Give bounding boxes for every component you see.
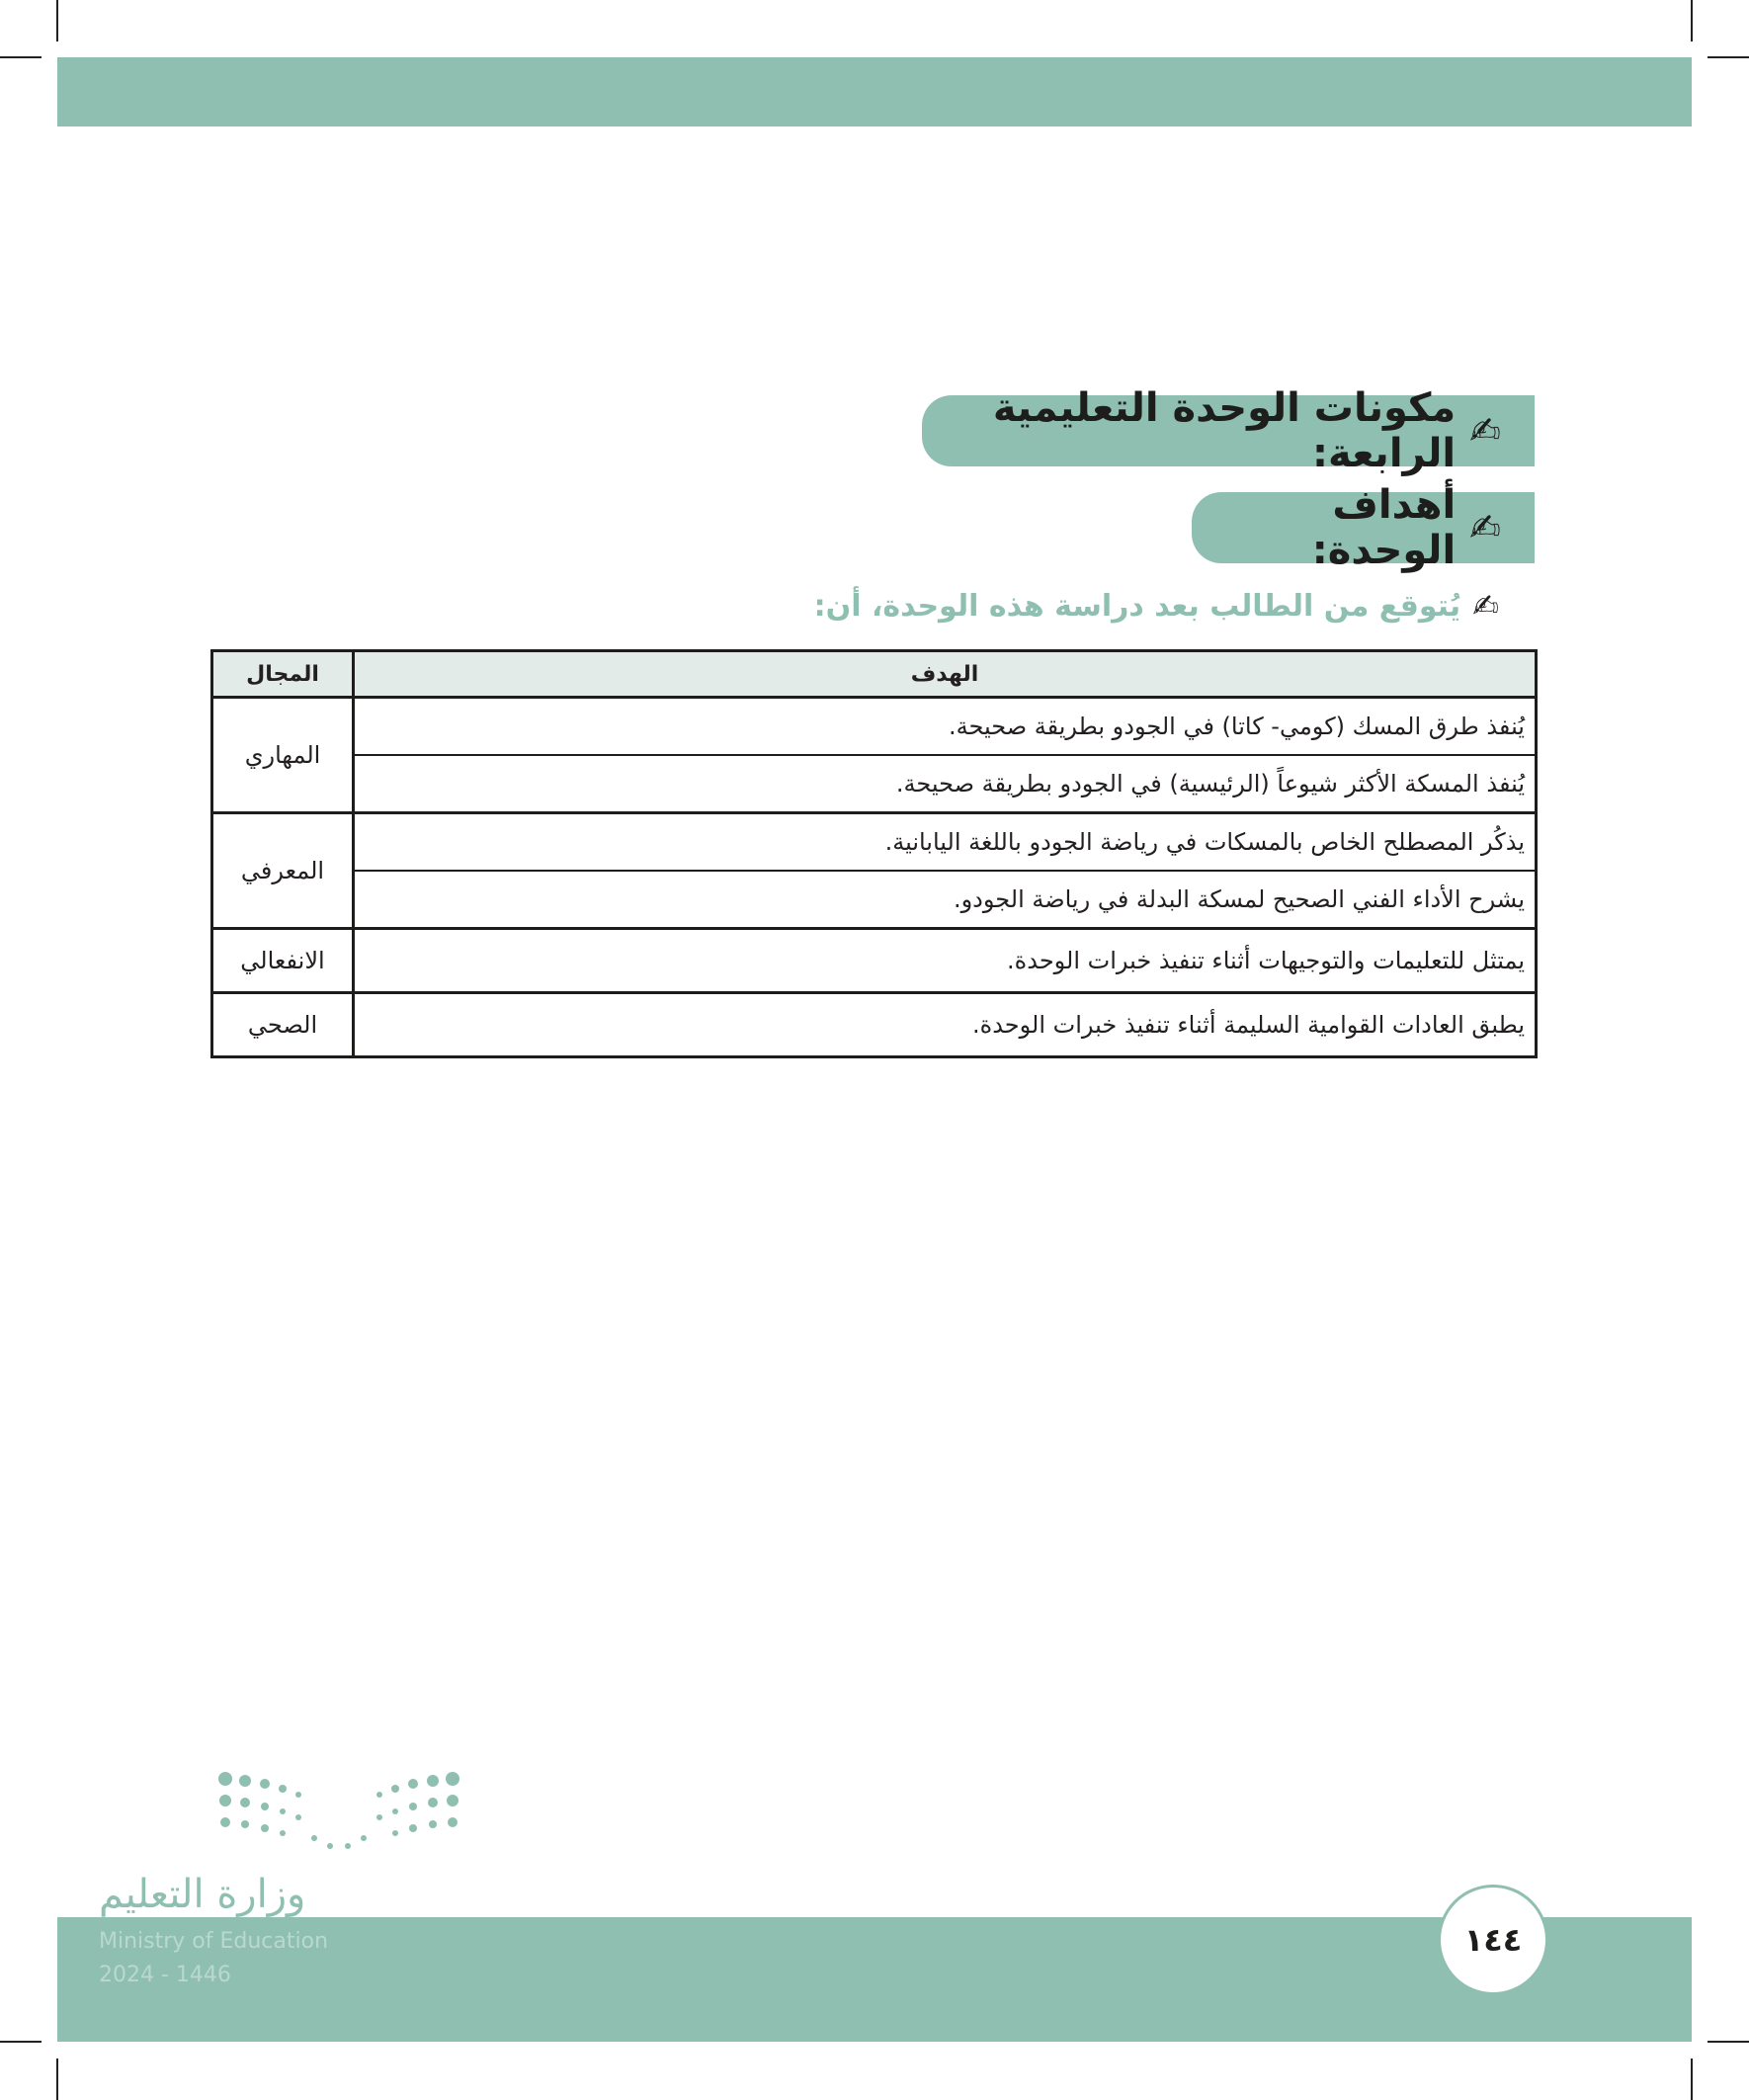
goal-cell: يمتثل للتعليمات والتوجيهات أثناء تنفيذ خبرات الوحدة. xyxy=(354,929,1537,993)
domain-cell-health: الصحي xyxy=(212,993,354,1057)
table-row xyxy=(212,929,1537,993)
pen-icon: ✍ xyxy=(1469,506,1501,549)
domain-cell-skill: المهاري xyxy=(212,698,354,813)
crop-mark xyxy=(0,56,42,58)
table-header-row xyxy=(212,651,1537,698)
crop-mark xyxy=(1691,0,1693,42)
table-row xyxy=(212,698,1537,756)
crop-mark xyxy=(0,2041,42,2043)
domain-cell-cognitive: المعرفي xyxy=(212,813,354,929)
pen-icon: ✍ xyxy=(1472,587,1499,625)
goal-cell: يشرح الأداء الفني الصحيح لمسكة البدلة في رياضة الجودو. xyxy=(354,871,1537,929)
unit-goals-title: أهداف الوحدة: xyxy=(1311,482,1457,573)
goal-cell: يطبق العادات القوامية السليمة أثناء تنفيذ خبرات الوحدة. xyxy=(354,993,1537,1057)
unit-components-heading xyxy=(922,385,1535,476)
intro-line xyxy=(814,581,1499,630)
crop-mark xyxy=(56,2058,58,2100)
ministry-logo xyxy=(95,1769,451,2006)
goals-table xyxy=(210,649,1538,1058)
unit-goals-heading xyxy=(1192,482,1535,573)
unit-components-title: مكونات الوحدة التعليمية الرابعة: xyxy=(992,385,1457,476)
crop-mark xyxy=(1707,2041,1749,2043)
goal-cell: يذكُر المصطلح الخاص بالمسكات في رياضة الجودو باللغة اليابانية. xyxy=(354,813,1537,872)
top-header-band xyxy=(57,57,1692,126)
domain-cell-affective: الانفعالي xyxy=(212,929,354,993)
logo-dots-icon xyxy=(215,1769,462,1858)
table-row xyxy=(212,993,1537,1057)
table-row xyxy=(212,813,1537,872)
intro-text: يُتوقع من الطالب بعد دراسة هذه الوحدة، أن: xyxy=(813,588,1461,624)
crop-mark xyxy=(1707,56,1749,58)
goal-column-header: الهدف xyxy=(354,651,1537,698)
goal-cell: يُنفذ طرق المسك (كومي- كاتا) في الجودو بطريقة صحيحة. xyxy=(354,698,1537,756)
pen-icon: ✍ xyxy=(1469,409,1501,453)
logo-year: 2024 - 1446 xyxy=(99,1963,231,1987)
crop-mark xyxy=(56,0,58,42)
goal-cell: يُنفذ المسكة الأكثر شيوعاً (الرئيسية) في الجودو بطريقة صحيحة. xyxy=(354,755,1537,813)
logo-arabic-name: وزارة التعليم xyxy=(99,1872,306,1917)
table-row xyxy=(212,871,1537,929)
domain-column-header: المجال xyxy=(212,651,354,698)
logo-english-name: Ministry of Education xyxy=(99,1929,329,1954)
page-number: ١٤٤ xyxy=(1438,1885,1548,1995)
crop-mark xyxy=(1691,2058,1693,2100)
table-row xyxy=(212,755,1537,813)
